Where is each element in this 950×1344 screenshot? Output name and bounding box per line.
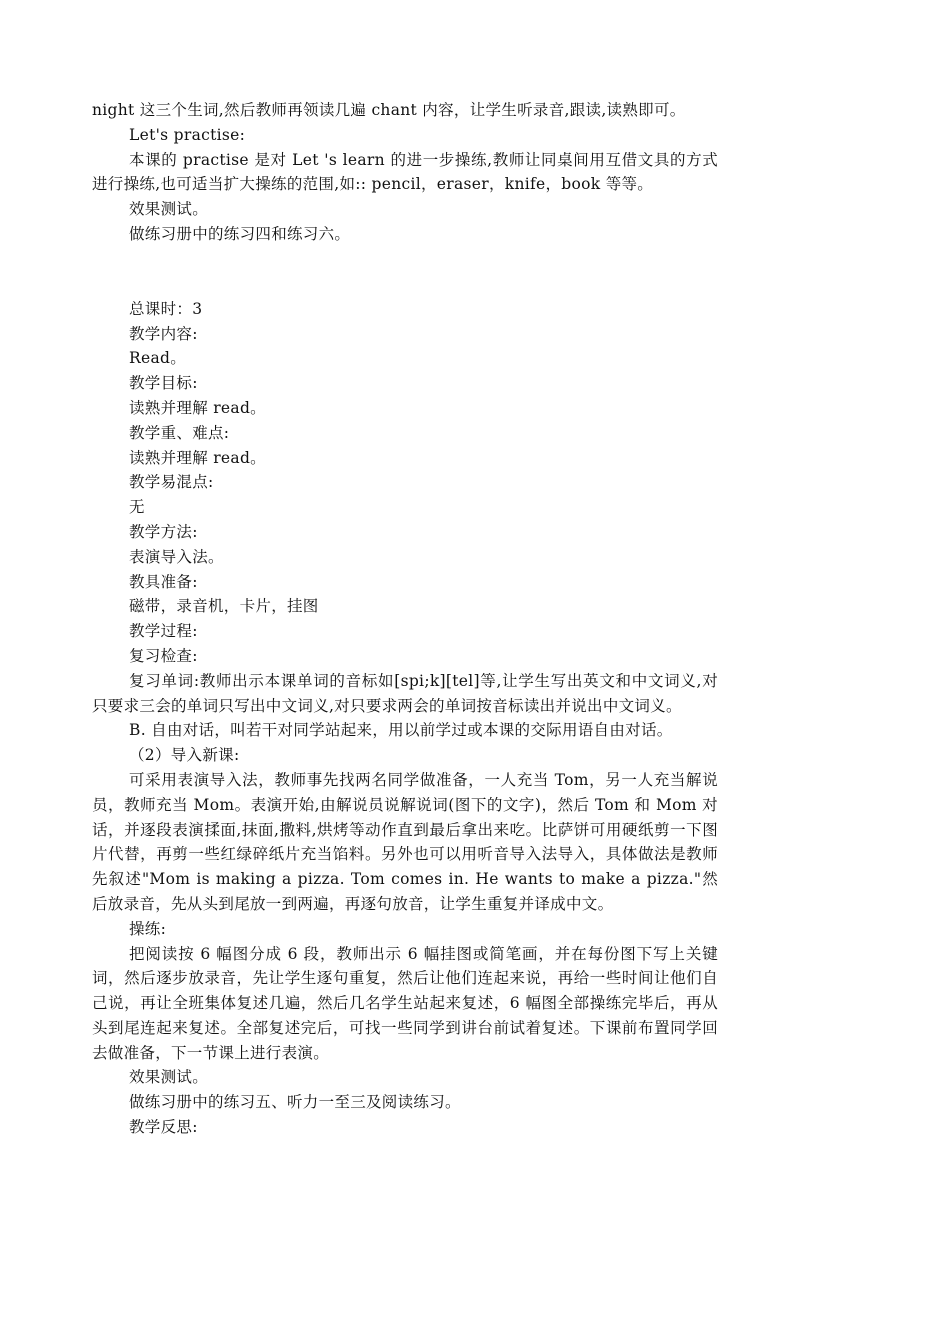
p-free-talk: B. 自由对话，叫若干对同学站起来，用以前学过或本课的交际用语自由对话。	[129, 721, 673, 740]
lesson-section-period-3	[92, 297, 718, 1140]
p-intro-desc: 可采用表演导入法，教师事先找两名同学做准备，一人充当 Tom，另一人充当解说员，教师充当 Mom。表演开始,由解说员说解说词(图下的文字)，然后 Tom 和 Mom 对话，并逐段表演揉面,抹面,撒料,烘烤等动作直到最后拿出来吃。比萨饼可用硬纸剪一下图片代替，再剪一些红绿碎纸片充当馅料。另外也可以用听音导入法导入，具体做法是教师先叙述"Mom is making a pizza. Tom comes in. He wants to make a pizza."然后放录音，先从头到尾放一到两遍，再逐句放音，让学生重复并译成中文。	[92, 770, 718, 913]
p-lets-practise: Let's practise:	[129, 125, 246, 144]
p-goal-label: 教学目标:	[129, 374, 198, 393]
p-tools-value: 磁带，录音机，卡片，挂图	[129, 597, 319, 616]
p-effect-test-1: 效果测试。	[129, 200, 209, 219]
p-effect-test-2: 效果测试。	[129, 1068, 209, 1087]
p-practise-desc: 本课的 practise 是对 Let 's learn 的进一步操练,教师让同桌间用互借文具的方式进行操练,也可适当扩大操练的范围,如:: pencil，eraser，knife，book 等等。	[92, 150, 718, 194]
p-tools-label: 教具准备:	[129, 572, 198, 591]
section-gap	[92, 247, 718, 297]
p-drill-desc: 把阅读按 6 幅图分成 6 段，教师出示 6 幅挂图或简笔画，并在每份图下写上关键词，然后逐步放录音，先让学生逐句重复，然后让他们连起来说，再给一些时间让他们自己说，再让全班集体复述几遍，然后几名学生站起来复述，6 幅图全部操练完毕后，再从头到尾连起来复述。全部复述完后，可找一些同学到讲台前试着复述。下课前布置同学回去做准备，下一节课上进行表演。	[92, 944, 718, 1062]
p-review-words: 复习单词:教师出示本课单词的音标如[spi;k][tel]等,让学生写出英文和中文词义,对只要求三会的单词只写出中文词义,对只要求两会的单词按音标读出并说出中文词义。	[92, 671, 718, 715]
p-content-label: 教学内容:	[129, 324, 198, 343]
p-content-value: Read。	[129, 349, 187, 368]
p-method-label: 教学方法:	[129, 522, 198, 541]
p-goal-value: 读熟并理解 read。	[129, 398, 266, 417]
p-exercise-1: 做练习册中的练习四和练习六。	[129, 224, 351, 243]
lesson-section-previous	[92, 98, 718, 247]
p-night: night 这三个生词,然后教师再领读几遍 chant 内容，让学生听录音,跟读,读熟即可。	[92, 101, 686, 119]
p-review-label: 复习检查:	[129, 646, 198, 665]
document-body	[92, 98, 718, 1140]
p-key-label: 教学重、难点:	[129, 423, 230, 442]
p-process-label: 教学过程:	[129, 622, 198, 641]
p-method-value: 表演导入法。	[129, 547, 224, 566]
p-confuse-label: 教学易混点:	[129, 473, 214, 492]
p-reflection-label: 教学反思:	[129, 1118, 198, 1137]
p-confuse-value: 无	[129, 498, 145, 517]
p-exercise-2: 做练习册中的练习五、听力一至三及阅读练习。	[129, 1093, 461, 1112]
p-drill-label: 操练:	[129, 919, 167, 938]
p-intro-label: （2）导入新课:	[129, 746, 240, 765]
p-total-hours: 总课时：3	[129, 299, 203, 318]
p-key-value: 读熟并理解 read。	[129, 448, 266, 467]
